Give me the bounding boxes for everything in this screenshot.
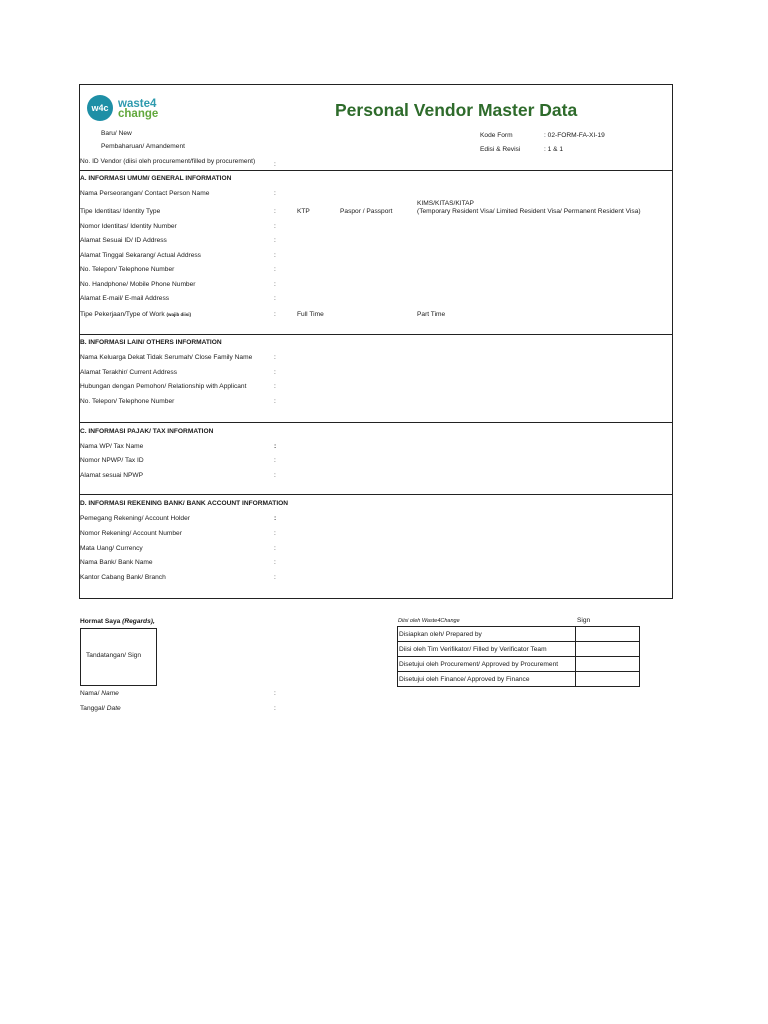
field-relationship: Hubungan dengan Pemohon/ Relationship with Applicant: [80, 383, 247, 390]
field-family-name: Nama Keluarga Dekat Tidak Serumah/ Close Family Name: [80, 354, 253, 361]
field-family-telephone: No. Telepon/ Telephone Number: [80, 398, 175, 405]
field-tax-name: Nama WP/ Tax Name: [80, 443, 144, 450]
page-title: Personal Vendor Master Data: [335, 100, 578, 120]
header-divider: [79, 170, 672, 171]
field-contact-name: Nama Perseorangan/ Contact Person Name: [80, 190, 210, 197]
colon: :: [274, 545, 276, 552]
regards-prefix: Hormat Saya: [80, 618, 121, 625]
colon: :: [274, 705, 276, 712]
verification-label-verificator: Diisi oleh Tim Verifikator/ Filled by Verificator Team: [399, 646, 547, 653]
colon: :: [274, 443, 277, 450]
sign-cell-verificator[interactable]: [575, 641, 640, 657]
field-identity-type: Tipe Identitas/ Identity Type: [80, 208, 161, 215]
colon: :: [274, 383, 276, 390]
verification-label-finance: Disetujui oleh Finance/ Approved by Finance: [399, 676, 530, 683]
identity-option-ktp[interactable]: KTP: [297, 208, 310, 215]
verification-label-prepared: Disiapkan oleh/ Prepared by: [399, 631, 482, 638]
colon: :: [274, 515, 277, 522]
colon: :: [274, 369, 276, 376]
colon: :: [274, 530, 276, 537]
name-italic: Name: [101, 690, 119, 697]
colon: :: [274, 457, 276, 464]
name-label: [80, 690, 119, 698]
colon: :: [274, 574, 276, 581]
date-prefix: Tanggal/: [80, 705, 105, 712]
work-type-note: (wajib diisi): [166, 312, 192, 317]
logo-text-line2: change: [118, 108, 159, 120]
field-id-address: Alamat Sesuai ID/ ID Address: [80, 237, 167, 244]
option-amendment: Pembaharuan/ Amandement: [101, 143, 185, 150]
colon: :: [274, 295, 276, 302]
identity-option-passport[interactable]: Paspor / Passport: [340, 208, 393, 215]
colon: :: [274, 354, 276, 361]
regards-label: [80, 618, 155, 626]
field-npwp-address: Alamat sesuai NPWP: [80, 472, 144, 479]
field-account-number: Nomor Rekening/ Account Number: [80, 530, 182, 537]
edition-value: : 1 & 1: [544, 146, 564, 153]
form-code-label: Kode Form: [480, 132, 513, 139]
work-type-label: Tipe Pekerjaan/Type of Work: [80, 311, 165, 318]
identity-option-kims-note: (Temporary Resident Visa/ Limited Resident Visa/ Permanent Resident Visa): [417, 208, 641, 215]
colon: :: [274, 690, 276, 697]
vendor-id-colon: :: [274, 161, 276, 168]
section-b-divider: [79, 334, 672, 335]
identity-option-kims[interactable]: KIMS/KITAS/KITAP: [417, 200, 474, 207]
section-d-divider: [79, 494, 672, 495]
logo-mark: w4c: [87, 95, 113, 121]
colon: :: [274, 281, 276, 288]
verification-header: Diisi oleh Waste4Change: [398, 618, 460, 624]
colon: :: [274, 208, 276, 215]
colon: :: [274, 472, 276, 479]
colon: :: [274, 223, 276, 230]
vendor-id-label: No. ID Vendor (diisi oleh procurement/filled by procurement): [80, 158, 256, 165]
work-option-part-time[interactable]: Part Time: [417, 311, 446, 318]
date-label: [80, 705, 121, 713]
colon: :: [274, 398, 276, 405]
colon: :: [274, 266, 276, 273]
logo-text-line1: waste4: [118, 98, 157, 110]
option-new: Baru/ New: [101, 130, 132, 137]
field-email: Alamat E-mail/ E-mail Address: [80, 295, 170, 302]
field-identity-number: Nomor Identitas/ Identity Number: [80, 223, 177, 230]
field-mobile: No. Handphone/ Mobile Phone Number: [80, 281, 196, 288]
verification-label-procurement: Disetujui oleh Procurement/ Approved by Procurement: [399, 661, 559, 668]
sign-cell-prepared[interactable]: [575, 626, 640, 642]
field-currency: Mata Uang/ Currency: [80, 545, 143, 552]
edition-label: Edisi & Revisi: [480, 146, 521, 153]
field-bank-branch: Kantor Cabang Bank/ Branch: [80, 574, 166, 581]
verification-sign-header: Sign: [577, 617, 591, 624]
field-account-holder: Pemegang Rekening/ Account Holder: [80, 515, 190, 522]
date-italic: Date: [106, 705, 121, 712]
name-prefix: Nama/: [80, 690, 100, 697]
form-code-value: : 02-FORM-FA-XI-19: [544, 132, 605, 139]
section-b-title: B. INFORMASI LAIN/ OTHERS INFORMATION: [80, 339, 222, 346]
section-c-divider: [79, 422, 672, 423]
colon: :: [274, 311, 276, 318]
section-d-title: D. INFORMASI REKENING BANK/ BANK ACCOUNT INFORMATION: [80, 500, 289, 507]
field-bank-name: Nama Bank/ Bank Name: [80, 559, 153, 566]
colon: :: [274, 559, 276, 566]
sign-cell-procurement[interactable]: [575, 656, 640, 672]
sign-cell-finance[interactable]: [575, 671, 640, 687]
section-a-title: A. INFORMASI UMUM/ GENERAL INFORMATION: [80, 175, 232, 182]
colon: :: [274, 252, 276, 259]
field-tax-id: Nomor NPWP/ Tax ID: [80, 457, 144, 464]
section-c-title: C. INFORMASI PAJAK/ TAX INFORMATION: [80, 428, 214, 435]
work-option-full-time[interactable]: Full Time: [297, 311, 324, 318]
regards-italic: (Regards),: [122, 618, 155, 625]
field-telephone: No. Telepon/ Telephone Number: [80, 266, 175, 273]
colon: :: [274, 190, 276, 197]
field-work-type: [80, 311, 191, 319]
colon: :: [274, 237, 276, 244]
field-current-address: Alamat Terakhir/ Current Address: [80, 369, 177, 376]
field-actual-address: Alamat Tinggal Sekarang/ Actual Address: [80, 252, 201, 259]
signature-box-label: Tandatangan/ Sign: [86, 652, 141, 659]
